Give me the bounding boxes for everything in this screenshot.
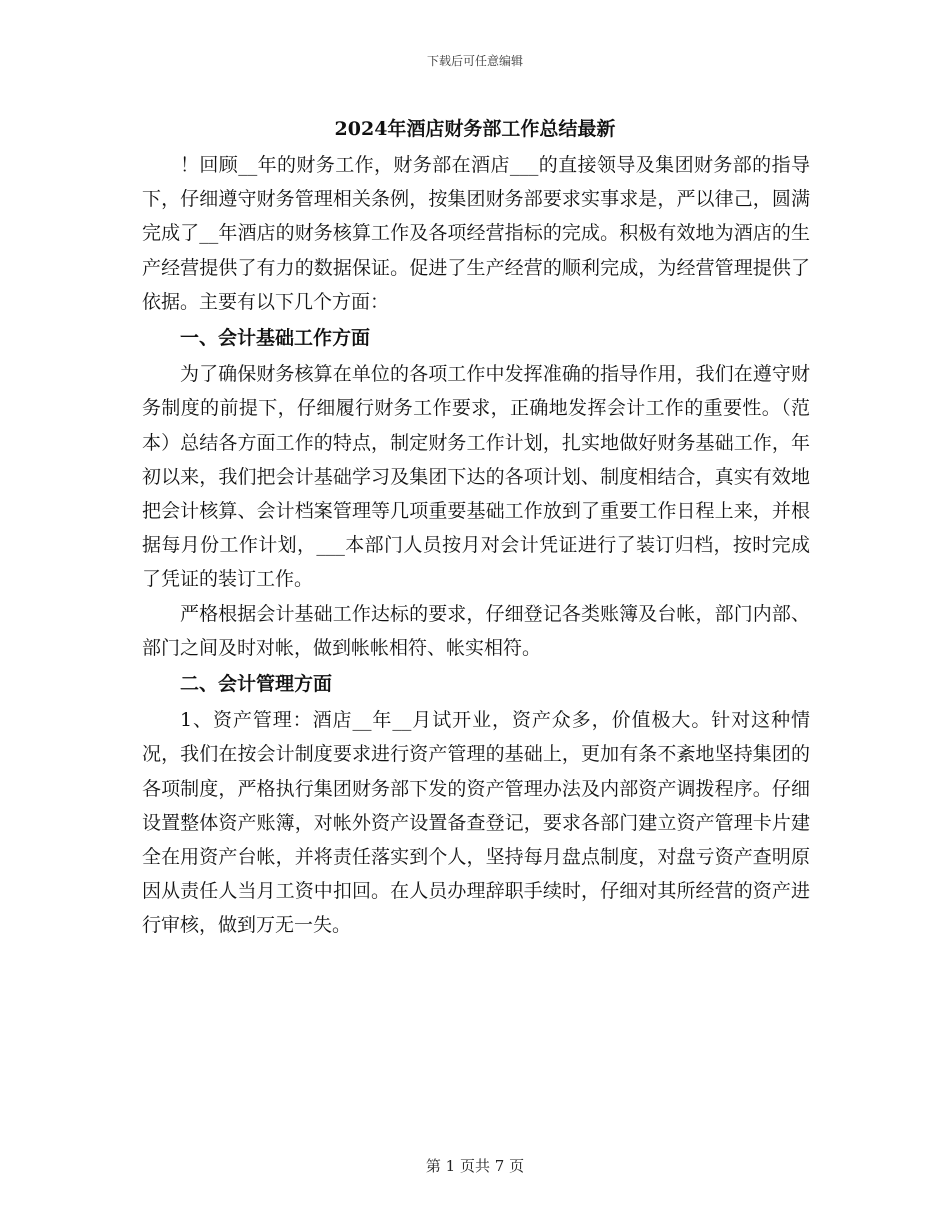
body-paragraph: 1、资产管理：酒店__年__月试开业，资产众多，价值极大。针对这种情况，我们在按会计制度要求进行资产管理的基础上，更加有条不紊地坚持集团的各项制度，严格执行集团财务部下发的资产管理办法及内部资产调拨程序。仔细设置整体资产账簿，对帐外资产设置备查登记，要求各部门建立资产管理卡片建全在用资产台帐，并将责任落实到个人，坚持每月盘点制度，对盘亏资产查明原因从责任人当月工资中扣回。在人员办理辞职手续时，仔细对其所经营的资产进行审核，做到万无一失。 [142, 709, 810, 937]
section-heading-accounting-basics: 一、会计基础工作方面 [180, 327, 371, 350]
document-title: 2024年酒店财务部工作总结最新 [334, 118, 616, 140]
body-paragraph: 严格根据会计基础工作达标的要求，仔细登记各类账簿及台帐，部门内部、部门之间及时对帐，做到帐帐相符、帐实相符。 [142, 602, 810, 659]
page-number: 第 1 页共 7 页 [425, 1157, 525, 1175]
section-heading-accounting-management: 二、会计管理方面 [180, 673, 333, 696]
intro-paragraph: ！回顾__年的财务工作，财务部在酒店___的直接领导及集团财务部的指导下，仔细遵守财务管理相关条例，按集团财务部要求实事求是，严以律己，圆满完成了__年酒店的财务核算工作及各项经营指标的完成。积极有效地为酒店的生产经营提供了有力的数据保证。促进了生产经营的顺利完成，为经营管理提供了依据。主要有以下几个方面： [142, 154, 810, 313]
body-paragraph: 为了确保财务核算在单位的各项工作中发挥准确的指导作用，我们在遵守财务制度的前提下，仔细履行财务工作要求，正确地发挥会计工作的重要性。（范本）总结各方面工作的特点，制定财务工作计划，扎实地做好财务基础工作，年初以来，我们把会计基础学习及集团下达的各项计划、制度相结合，真实有效地把会计核算、会计档案管理等几项重要基础工作放到了重要工作日程上来，并根据每月份工作计划，___本部门人员按月对会计凭证进行了装订归档，按时完成了凭证的装订工作。 [142, 363, 810, 591]
document-body [142, 148, 810, 943]
page-header-note: 下载后可任意编辑 [426, 54, 523, 68]
